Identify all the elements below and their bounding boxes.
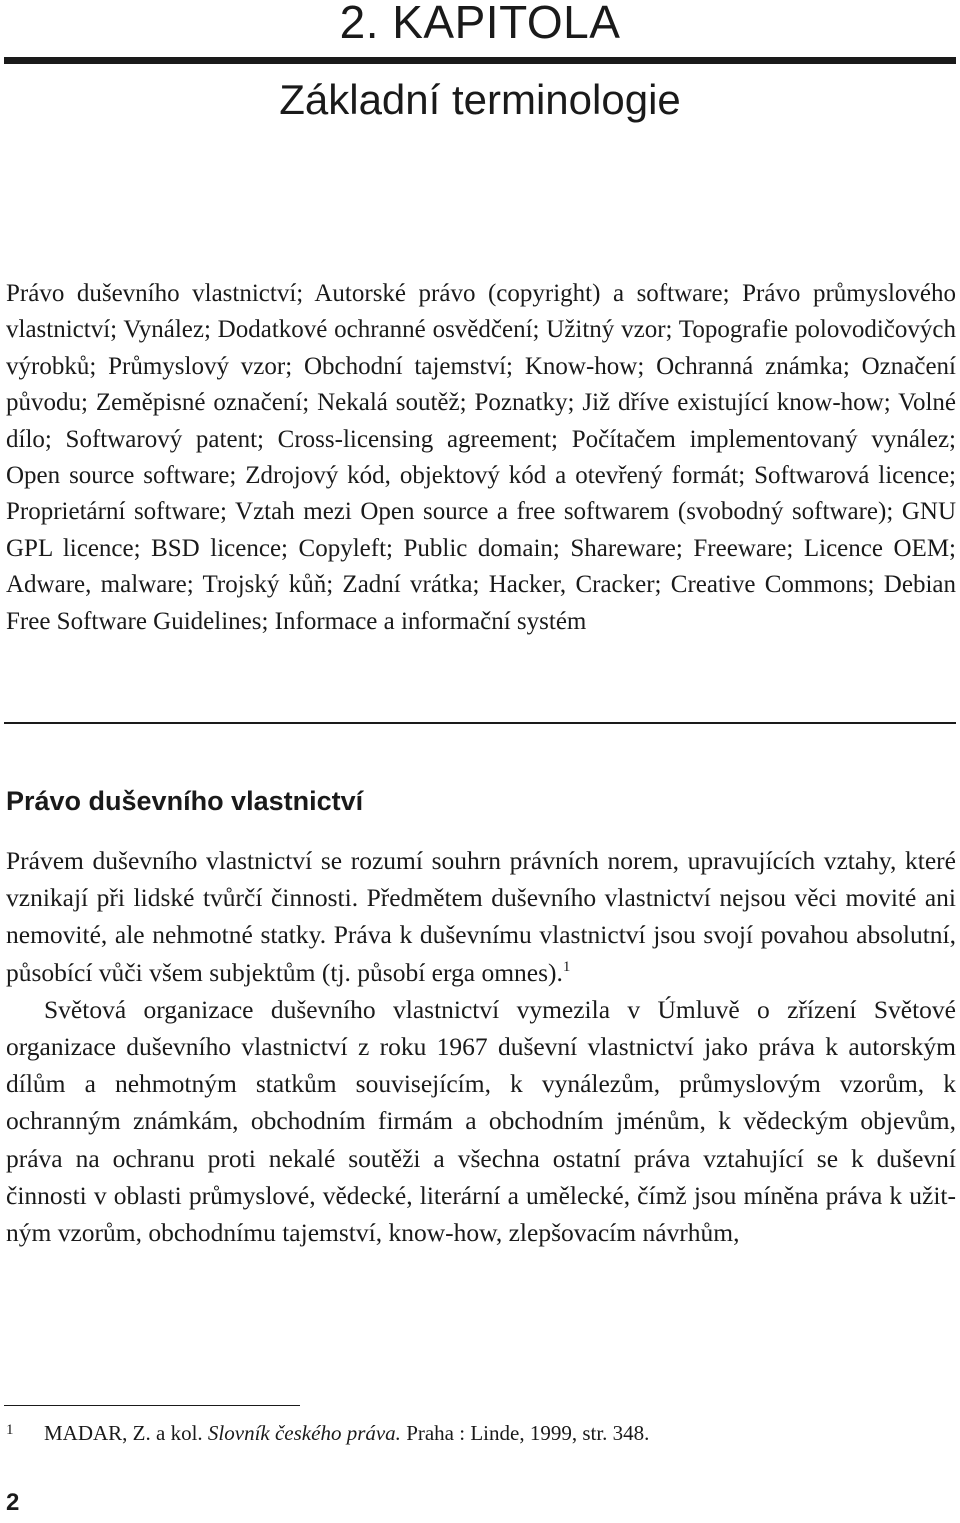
section-divider bbox=[4, 722, 956, 724]
body-text bbox=[6, 842, 956, 1251]
paragraph-definition-text: Právem duševního vlastnictví se rozumí souhrn právních norem, upravujících vztahy, které vznikají při lidské tvůrčí činnosti. Předmětem duševního vlastnictví nejsou věci movité ani nemovité, ale nehmotné statky. Práva k duševnímu vlastnictví jsou svojí povahou absolutní, působící vůči všem subjektům (tj. působí erga omnes). bbox=[6, 846, 956, 987]
keywords-paragraph: Právo duševního vlastnictví; Autorské právo (copyright) a software; Právo průmyslového vlastnictví; Vynález; Dodatkové ochranné osvědčení; Užitný vzor; Topografie polovodičových výrobků; Průmyslový vzor; Obchodní tajemství; Know-how; Ochranná známka; Označení původu; Zeměpisné označení; Nekalá soutěž; Poznatky; Již dříve existující know-how; Volné dílo; Softwarový patent; Cross-licensing agreement; Počítačem implementovaný vynález; Open source software; Zdrojový kód, objektový kód a otevřený formát; Softwarová licence; Proprietární software; Vztah mezi Open source a free softwarem (svobodný software); GNU GPL licence; BSD licence; Copyleft; Public domain; Shareware; Freeware; Licence OEM; Adware, malware; Trojský kůň; Zadní vrátka; Hacker, Cracker; Creative Commons; Debian Free Software Guidelines; Informace a informační systém bbox=[6, 280, 956, 635]
paragraph-definition bbox=[6, 842, 956, 991]
paragraph-wipo: Světová organizace duševního vlastnictví vymezila v Úmluvě o zřízení Světové organizace duševního vlastnictví z roku 1967 duševní vlastnictví jako práva k autorským dílům a nehmotným statkům souvisejícím, k vynálezům, průmyslovým vzorům, k ochranným známkám, obchodním firmám a obchodním jménům, k vědeckým objevům, práva na ochranu proti nekalé soutěži a všechna ostatní práva vztahující se k duševní činnosti v oblasti průmyslové, vědecké, literární a umělecké, čímž jsou míněna práva k užitným vzorům, obchodnímu tajemství, know-how, zlepšovacím návrhům, bbox=[6, 994, 956, 1248]
footnote-author: MADAR, Z. a kol. bbox=[44, 1421, 203, 1445]
footnote-title: Slovník českého práva. bbox=[207, 1421, 401, 1445]
chapter-title: Základní terminologie bbox=[279, 76, 681, 123]
chapter-label: 2. KAPITOLA bbox=[339, 0, 621, 48]
footnote-number: 1 bbox=[6, 1422, 14, 1438]
section-heading: Právo duševního vlastnictví bbox=[6, 786, 364, 816]
footnote-reference[interactable]: 1 bbox=[562, 958, 571, 975]
footnote bbox=[6, 1414, 956, 1449]
page-number: 2 bbox=[6, 1489, 20, 1516]
footnote-rule bbox=[4, 1405, 300, 1406]
chapter-rule bbox=[4, 57, 956, 64]
footnote-publication: Praha : Linde, 1999, str. 348. bbox=[406, 1421, 650, 1445]
